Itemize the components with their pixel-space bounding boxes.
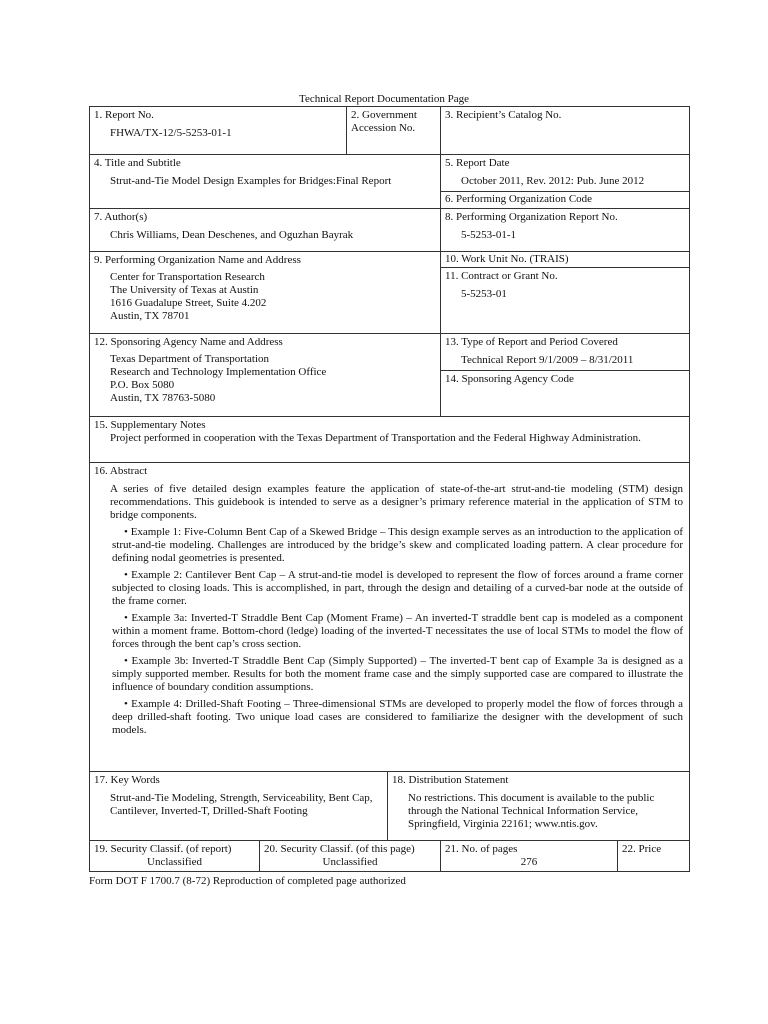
row-supplementary-notes: [90, 417, 690, 463]
gov-accession-label: 2. Government Accession No.: [351, 109, 417, 134]
field-title-subtitle: [90, 155, 441, 208]
work-unit-label: 10. Work Unit No. (TRAIS): [445, 253, 569, 265]
distribution-value: No restrictions. This document is available to the public through the National Technical Information Service, Springfield, Virginia 22161; www.ntis.gov.: [408, 792, 655, 830]
security-report-label: 19. Security Classif. (of report): [94, 843, 232, 855]
field-num-pages: [441, 841, 618, 871]
field-date-code-group: [441, 155, 690, 208]
abstract-bullet-example-1: • Example 1: Five-Column Bent Cap of a Skewed Bridge – This design example serves as an introduction to the application of strut-and-tie modeling. Challenges are introduced by the bridge’s skew and complicated loading pattern. A clear procedure for defining nodal geometries is presented.: [112, 526, 683, 564]
row-title: [90, 155, 690, 209]
field-report-no: [90, 107, 347, 154]
field-key-words: [90, 772, 388, 840]
field-supplementary-notes: [90, 417, 690, 462]
perf-org-name-value: Center for Transportation Research The University of Texas at Austin 1616 Guadalupe Street, Suite 4.202 Austin, TX 78701: [110, 271, 267, 322]
field-contract-no: [441, 268, 689, 333]
field-security-report: [90, 841, 260, 871]
perf-org-report-no-label: 8. Performing Organization Report No.: [445, 211, 618, 223]
security-report-value: Unclassified: [147, 856, 202, 868]
field-perf-org-name: [90, 252, 441, 333]
title-subtitle-value: Strut-and-Tie Model Design Examples for Bridges:Final Report: [110, 175, 392, 187]
price-label: 22. Price: [622, 843, 662, 855]
num-pages-value: 276: [520, 856, 538, 868]
abstract-label: 16. Abstract: [94, 465, 148, 477]
field-government-accession: [347, 107, 441, 154]
field-distribution: [388, 772, 690, 840]
abstract-intro: A series of five detailed design examples feature the application of state-of-the-art strut-and-tie modeling (STM) design recommendations. This guidebook is intended to serve as a designer’s primary reference material in the application of STM to bridge components.: [110, 483, 683, 521]
row-keywords-distribution: [90, 772, 690, 841]
field-price: [618, 841, 690, 871]
perf-org-code-label: 6. Performing Organization Code: [445, 193, 593, 205]
supp-notes-value: Project performed in cooperation with the Texas Department of Transportation and the Federal Highway Administration.: [110, 432, 641, 444]
abstract-bullet-example-4: • Example 4: Drilled-Shaft Footing – Three-dimensional STMs are developed to properly model the flow of forces through a deep drilled-shaft footing. Two unique load cases are considered to familiarize the designer with the development of such models.: [112, 698, 683, 736]
row-classification: [90, 841, 690, 872]
field-perf-org-report-no: [441, 209, 690, 251]
perf-org-name-label: 9. Performing Organization Name and Address: [94, 254, 301, 266]
row-abstract: [90, 463, 690, 772]
field-work-unit: [441, 252, 689, 268]
security-page-value: Unclassified: [322, 856, 378, 868]
abstract-bullet-example-2: • Example 2: Cantilever Bent Cap – A strut-and-tie model is developed to represent the flow of forces around a frame corner subjected to closing loads. This is accomplished, in part, through the design and detailing of a curved-bar node at the outside of the frame corner.: [112, 569, 683, 607]
field-authors: [90, 209, 441, 251]
report-type-value: Technical Report 9/1/2009 – 8/31/2011: [461, 354, 634, 366]
report-documentation-form: [89, 106, 690, 872]
supp-notes-label: 15. Supplementary Notes: [94, 419, 206, 431]
report-no-value: FHWA/TX-12/5-5253-01-1: [110, 127, 232, 139]
contract-no-label: 11. Contract or Grant No.: [445, 270, 558, 282]
authors-label: 7. Author(s): [94, 211, 148, 223]
page-title: Technical Report Documentation Page: [299, 93, 469, 105]
key-words-label: 17. Key Words: [94, 774, 160, 786]
distribution-label: 18. Distribution Statement: [392, 774, 509, 786]
title-subtitle-label: 4. Title and Subtitle: [94, 157, 181, 169]
field-sponsor-code: [441, 371, 689, 416]
catalog-no-label: 3. Recipient’s Catalog No.: [445, 109, 562, 121]
num-pages-label: 21. No. of pages: [445, 843, 518, 855]
field-report-date: [441, 155, 689, 192]
contract-no-value: 5-5253-01: [461, 288, 507, 300]
sponsor-name-value: Texas Department of Transportation Research and Technology Implementation Office P.O. Box 5080 Austin, TX 78763-5080: [110, 353, 327, 404]
field-catalog-no: [441, 107, 690, 154]
field-type-code-group: [441, 334, 690, 416]
field-work-contract-group: [441, 252, 690, 333]
field-report-type: [441, 334, 689, 371]
row-report-numbers: [90, 107, 690, 155]
abstract-bullet-example-3b: • Example 3b: Inverted-T Straddle Bent Cap (Simply Supported) – The inverted-T bent cap of Example 3a is designed as a simply supported member. Results for both the moment frame case and the simply supported case are compared to illustrate the influence of boundary condition assumptions.: [112, 655, 683, 693]
row-performing-org: [90, 252, 690, 334]
report-date-value: October 2011, Rev. 2012: Pub. June 2012: [461, 175, 645, 187]
sponsor-code-label: 14. Sponsoring Agency Code: [445, 373, 574, 385]
key-words-value: Strut-and-Tie Modeling, Strength, Serviceability, Bent Cap, Cantilever, Inverted-T, Drilled-Shaft Footing: [110, 792, 373, 817]
field-sponsor-name: [90, 334, 441, 416]
report-no-label: 1. Report No.: [94, 109, 154, 121]
report-type-label: 13. Type of Report and Period Covered: [445, 336, 618, 348]
row-sponsoring-agency: [90, 334, 690, 417]
form-footer: Form DOT F 1700.7 (8-72) Reproduction of completed page authorized: [89, 875, 406, 887]
perf-org-report-no-value: 5-5253-01-1: [461, 229, 516, 241]
authors-value: Chris Williams, Dean Deschenes, and Oguzhan Bayrak: [110, 229, 354, 241]
field-security-page: [260, 841, 441, 871]
field-perf-org-code: [441, 192, 689, 208]
abstract-bullet-example-3a: • Example 3a: Inverted-T Straddle Bent Cap (Moment Frame) – An inverted-T straddle bent cap is modeled as a component within a moment frame. Bottom-chord (ledge) loading of the inverted-T necessitates the use of local STMs to model the flow of forces through the bent cap’s cross section.: [112, 612, 683, 650]
field-abstract: [90, 463, 690, 771]
report-date-label: 5. Report Date: [445, 157, 510, 169]
sponsor-name-label: 12. Sponsoring Agency Name and Address: [94, 336, 283, 348]
row-authors: [90, 209, 690, 252]
security-page-label: 20. Security Classif. (of this page): [264, 843, 415, 855]
